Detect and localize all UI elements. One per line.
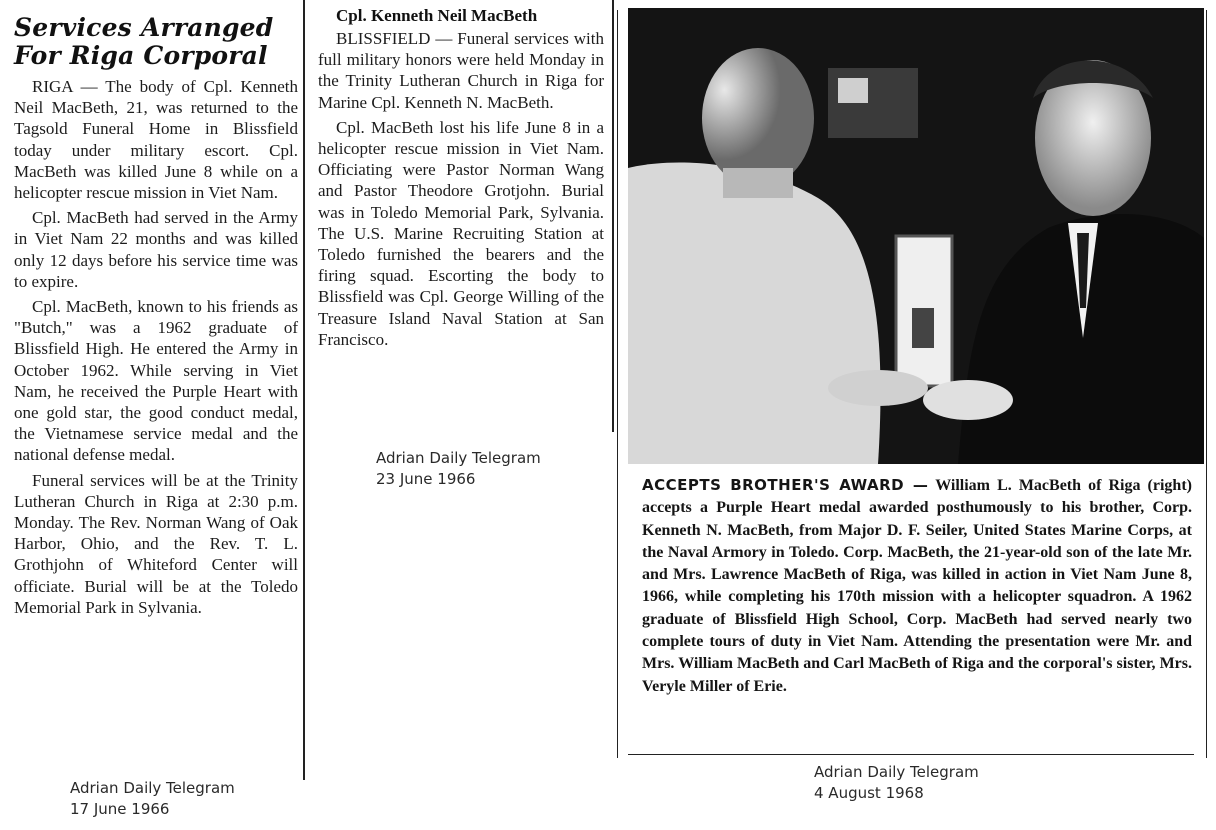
caption-bottom-rule	[628, 754, 1194, 755]
award-photo	[628, 8, 1204, 464]
article-paragraph: Cpl. MacBeth, known to his friends as "Butch," was a 1962 graduate of Blissfield High. He entered the Army in October 1962. While serving in Viet Nam, he received the Purple Heart with one gold star, the good conduct medal, the Vietnamese service medal and the national defense medal.	[14, 297, 298, 465]
source-name: Adrian Daily Telegram	[814, 763, 979, 781]
article-paragraph: Funeral services will be at the Trinity Lutheran Church in Riga at 2:30 p.m. Monday. The Rev. Norman Wang of Oak Harbor, Ohio, and the Rev. T. L. Grothjohn of Whiteford Center will officiate. Burial will be at the Toledo Memorial Park in Sylvania.	[14, 470, 298, 617]
source-date: 17 June 1966	[70, 800, 170, 818]
article-paragraph: Cpl. MacBeth had served in the Army in Viet Nam 22 months and was killed only 12 days before his service time was to expire.	[14, 208, 298, 291]
source-date: 23 June 1966	[376, 470, 476, 488]
source-label-3	[814, 762, 979, 804]
obituary-heading: Cpl. Kenneth Neil MacBeth	[336, 6, 538, 25]
source-label-1	[70, 778, 235, 820]
article-paragraph: Cpl. MacBeth lost his life June 8 in a helicopter rescue mission in Viet Nam. Officiating were Pastor Norman Wang and Pastor Theodore Grotjohn. Burial was in Toledo Memorial Park, Sylvania. The U.S. Marine Recruiting Station at Toledo furnished the bearers and the firing squad. Escorting the body to Blissfield was Cpl. George Willing of the Treasure Island Naval Station at San Francisco.	[318, 117, 604, 349]
headline-line-1: Services Arranged	[14, 13, 274, 42]
column-rule-4	[1206, 10, 1207, 758]
article-services-arranged	[8, 0, 298, 622]
article-paragraph: RIGA — The body of Cpl. Kenneth Neil MacBeth, 21, was returned to the Tagsold Funeral Home in Blissfield today under military escort. Cpl. MacBeth was killed June 8 while on a helicopter rescue mission in Viet Nam.	[14, 77, 298, 203]
caption-lead: ACCEPTS BROTHER'S AWARD —	[642, 476, 929, 494]
headline-line-2: For Riga Corporal	[14, 41, 268, 70]
article-headline	[14, 14, 298, 70]
source-name: Adrian Daily Telegram	[70, 779, 235, 797]
column-rule-1	[303, 0, 305, 780]
caption-body: William L. MacBeth of Riga (right) accepts a Purple Heart medal awarded posthumously to his brother, Corp. Kenneth N. MacBeth, from Major D. F. Seiler, United States Marine Corps, at the Naval Armory in Toledo. Corp. MacBeth, the 21-year-old son of the late Mr. and Mrs. Lawrence MacBeth of Riga, was killed in action in Viet Nam June 8, 1966, while completing his 170th mission with a helicopter squadron. A 1962 graduate of Blissfield High School, Corp. MacBeth had served nearly two complete tours of duty in Viet Nam. Attending the presentation were Mr. and Mrs. William MacBeth and Carl MacBeth of Riga and the corporal's sister, Mrs. Veryle Miller of Erie.	[642, 477, 1192, 695]
article-kenneth-macbeth	[316, 0, 606, 354]
source-name: Adrian Daily Telegram	[376, 449, 541, 467]
article-body	[14, 76, 298, 618]
photo-caption	[642, 474, 1192, 698]
column-rule-2	[612, 0, 614, 432]
article-body	[318, 28, 604, 350]
column-rule-3	[617, 10, 618, 758]
award-photo-illustration	[628, 8, 1204, 464]
source-label-2	[376, 448, 541, 490]
article-paragraph: BLISSFIELD — Funeral services with full military honors were held Monday in the Trinity Lutheran Church in Riga for Marine Cpl. Kenneth N. MacBeth.	[318, 29, 604, 112]
source-date: 4 August 1968	[814, 784, 924, 802]
